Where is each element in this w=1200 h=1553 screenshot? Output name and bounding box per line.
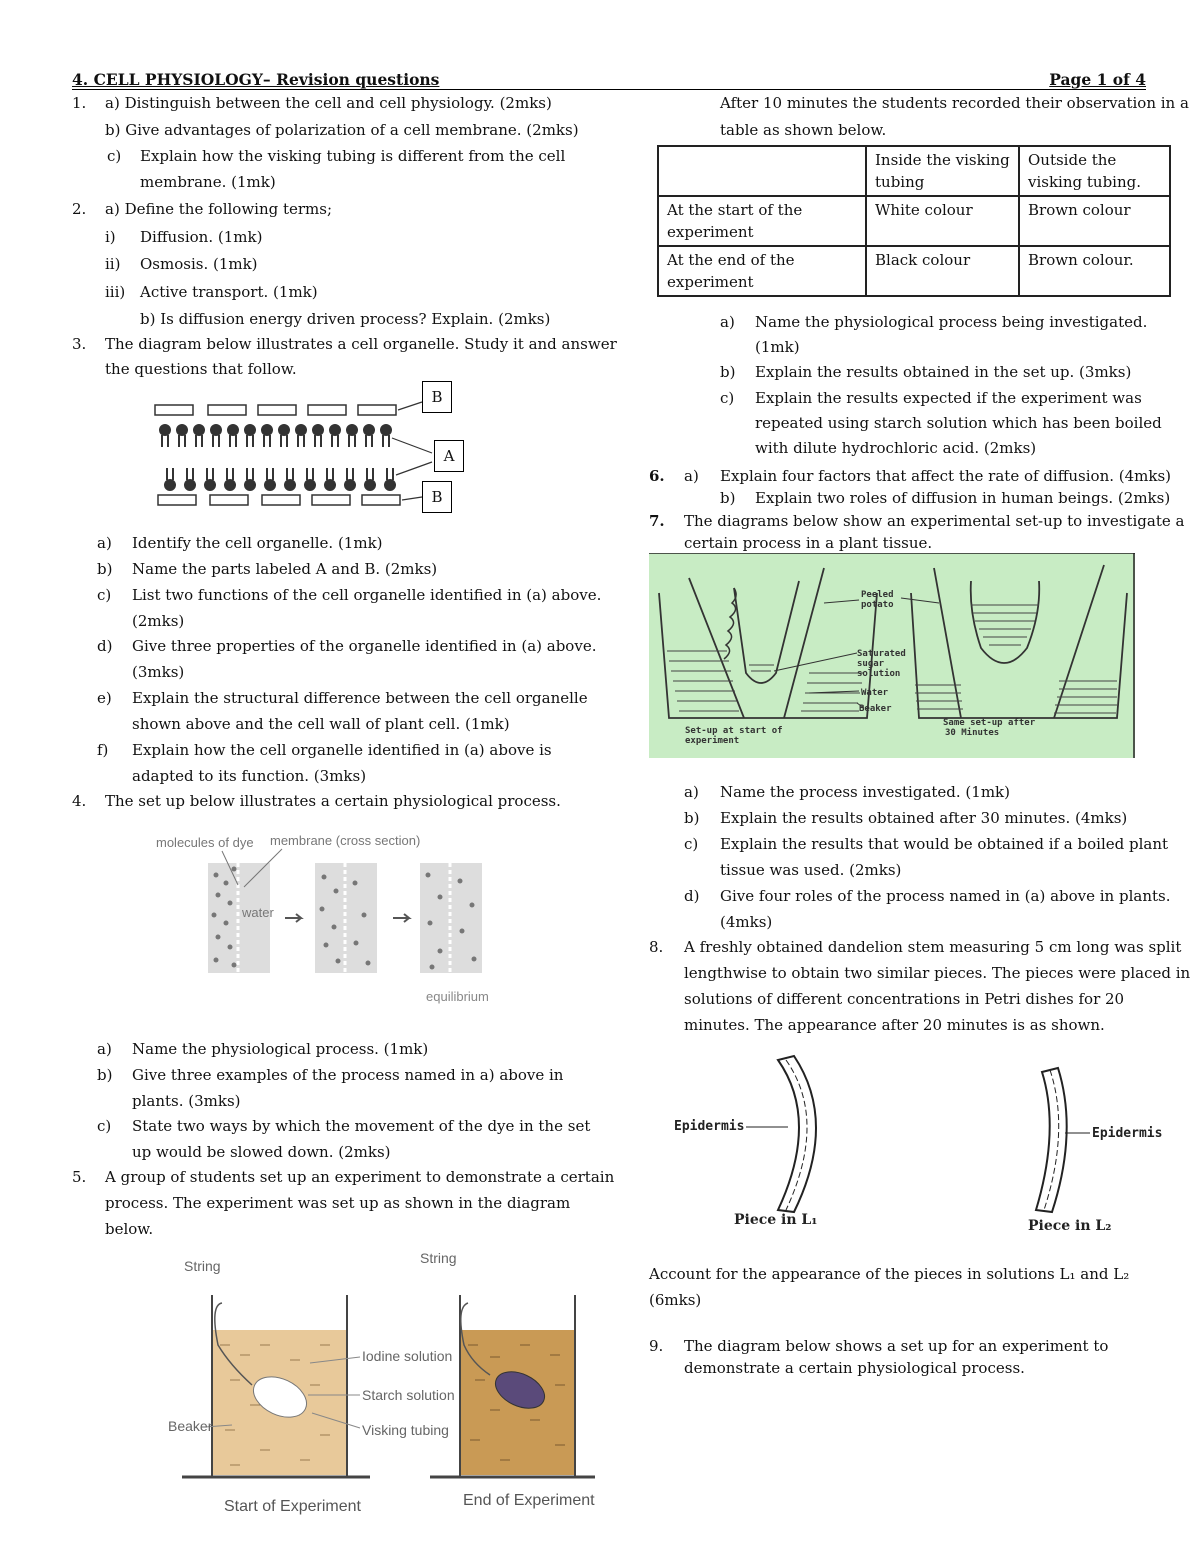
q2-a: a) Define the following terms; [105, 200, 333, 218]
fig7-start1: Set-up at start of [685, 726, 783, 736]
part-label: e) [97, 689, 112, 707]
fig8-piece2: Piece in L₂ [1028, 1218, 1112, 1234]
part-text: tissue was used. (2mks) [720, 861, 902, 879]
q1-c-line2: membrane. (1mk) [140, 173, 276, 191]
part-text: up would be slowed down. (2mks) [132, 1143, 391, 1161]
table-header-cell [658, 146, 866, 196]
q9-stem-line2: demonstrate a certain physiological process. [684, 1359, 1025, 1377]
fig5-iodine: Iodine solution [362, 1348, 453, 1364]
q1-b: b) Give advantages of polarization of a cell membrane. (2mks) [105, 121, 579, 139]
part-text: (4mks) [720, 913, 773, 931]
q3-stem-line2: the questions that follow. [105, 360, 297, 378]
part-label: c) [720, 389, 735, 407]
label-b-top: B [422, 381, 452, 413]
part-label: c) [684, 835, 699, 853]
table-cell: At the start of the experiment [658, 196, 866, 246]
q6-b-label: b) [720, 489, 736, 507]
q8-stem-line4: minutes. The appearance after 20 minutes is as shown. [684, 1016, 1105, 1034]
part-label: b) [97, 1066, 113, 1084]
q6-a: Explain four factors that affect the rate of diffusion. (4mks) [720, 467, 1172, 485]
q9-stem-line1: The diagram below shows a set up for an experiment to [684, 1337, 1109, 1355]
part-text: (2mks) [132, 612, 185, 630]
q8-account-line2: (6mks) [649, 1291, 702, 1309]
part-text: Give three examples of the process named in a) above in [132, 1066, 564, 1084]
part-text: plants. (3mks) [132, 1092, 241, 1110]
fig7-sugar1: Saturated [857, 649, 906, 659]
observation-table [657, 145, 1171, 297]
page-title: 4. CELL PHYSIOLOGY– Revision questions [72, 70, 440, 89]
table-cell: At the end of the experiment [658, 246, 866, 296]
page-header [72, 70, 1146, 90]
part-text: repeated using starch solution which has been boiled [755, 414, 1162, 432]
q4-stem: The set up below illustrates a certain physiological process. [105, 792, 561, 810]
q6-b: Explain two roles of diffusion in human beings. (2mks) [755, 489, 1171, 507]
table-header-row [658, 146, 1170, 196]
fig5-visking: Visking tubing [362, 1422, 449, 1438]
part-label: a) [684, 783, 699, 801]
q2-number: 2. [72, 200, 87, 218]
q8-stem-line3: solutions of different concentrations in Petri dishes for 20 [684, 990, 1125, 1008]
part-text: Identify the cell organelle. (1mk) [132, 534, 383, 552]
fig5-end: End of Experiment [463, 1492, 595, 1509]
part-text: Name the physiological process. (1mk) [132, 1040, 429, 1058]
part-text: Explain the results expected if the experiment was [755, 389, 1142, 407]
part-label: a) [720, 313, 735, 331]
q2-ii-label: ii) [105, 255, 121, 273]
q1-a: a) Distinguish between the cell and cell physiology. (2mks) [105, 94, 552, 112]
label-b-bottom: B [422, 481, 452, 513]
part-text: (3mks) [132, 663, 185, 681]
q5-stem-line2: process. The experiment was set up as shown in the diagram [105, 1194, 571, 1212]
q2-b: b) Is diffusion energy driven process? Explain. (2mks) [140, 310, 551, 328]
diffusion-diagram [150, 825, 500, 1010]
table-cell: Black colour [866, 246, 1019, 296]
fig8-piece1: Piece in L₁ [734, 1212, 818, 1228]
table-cell: Brown colour. [1019, 246, 1170, 296]
fig4-membrane-label: membrane (cross section) [270, 833, 421, 848]
fig8-epidermis2: Epidermis [1092, 1126, 1163, 1141]
q6-number: 6. [649, 467, 665, 485]
part-label: b) [97, 560, 113, 578]
label-a: A [434, 440, 464, 472]
visking-tubing-diagram [160, 1245, 600, 1520]
part-text: State two ways by which the movement of the dye in the set [132, 1117, 591, 1135]
part-label: d) [684, 887, 700, 905]
part-text: Explain the results obtained after 30 minutes. (4mks) [720, 809, 1128, 827]
fig4-dye-label: molecules of dye [156, 835, 254, 850]
osmosis-potato-diagram [649, 553, 1135, 758]
q8-stem-line2: lengthwise to obtain two similar pieces. The pieces were placed in [684, 964, 1191, 982]
fig5-starch: Starch solution [362, 1387, 455, 1403]
q8-stem-line1: A freshly obtained dandelion stem measuring 5 cm long was split [684, 938, 1182, 956]
q1-c-label: c) [107, 147, 122, 165]
part-label: d) [97, 637, 113, 655]
part-label: c) [97, 586, 112, 604]
fig4-equilibrium-label: equilibrium [426, 989, 489, 1004]
q5-stem-line3: below. [105, 1220, 154, 1238]
fig7-potato2: potato [861, 600, 894, 610]
part-label: c) [97, 1117, 112, 1135]
q3-number: 3. [72, 335, 87, 353]
q3-stem-line1: The diagram below illustrates a cell organelle. Study it and answer [105, 335, 617, 353]
dandelion-stem-diagram [670, 1050, 1170, 1240]
q2-i: Diffusion. (1mk) [140, 228, 263, 246]
page-number: Page 1 of 4 [1049, 70, 1146, 89]
part-text: adapted to its function. (3mks) [132, 767, 367, 785]
part-text: Explain the structural difference between the cell organelle [132, 689, 588, 707]
part-label: b) [720, 363, 736, 381]
part-label: a) [97, 1040, 112, 1058]
fig5-string1: String [184, 1258, 221, 1274]
fig7-water: Water [861, 688, 889, 698]
part-text: Name the process investigated. (1mk) [720, 783, 1010, 801]
fig5-string2: String [420, 1250, 457, 1266]
part-text: with dilute hydrochloric acid. (2mks) [755, 439, 1037, 457]
q8-number: 8. [649, 938, 664, 956]
fig7-sugar3: solution [857, 669, 901, 679]
part-text: Explain the results that would be obtained if a boiled plant [720, 835, 1169, 853]
q6-a-label: a) [684, 467, 699, 485]
q7-stem-line2: certain process in a plant tissue. [684, 534, 933, 552]
table-row [658, 246, 1170, 296]
q1-c-line1: Explain how the visking tubing is different from the cell [140, 147, 566, 165]
fig7-sugar2: sugar [857, 659, 885, 669]
q2-i-label: i) [105, 228, 116, 246]
part-text: (1mk) [755, 338, 800, 356]
fig7-potato1: Peeled [861, 590, 894, 600]
q8-account-line1: Account for the appearance of the pieces in solutions L₁ and L₂ [649, 1265, 1130, 1283]
table-cell: White colour [866, 196, 1019, 246]
table-row [658, 196, 1170, 246]
q5-after-line2: table as shown below. [720, 121, 887, 139]
table-header-cell: Inside the visking tubing [866, 146, 1019, 196]
q9-number: 9. [649, 1337, 664, 1355]
part-text: Explain the results obtained in the set up. (3mks) [755, 363, 1132, 381]
part-text: Name the physiological process being investigated. [755, 313, 1148, 331]
q5-stem-line1: A group of students set up an experiment to demonstrate a certain [105, 1168, 615, 1186]
fig4-water-label: water [242, 905, 274, 920]
part-label: b) [684, 809, 700, 827]
part-text: Explain how the cell organelle identified in (a) above is [132, 741, 552, 759]
part-text: List two functions of the cell organelle identified in (a) above. [132, 586, 602, 604]
fig5-beaker: Beaker [168, 1418, 213, 1434]
part-label: a) [97, 534, 112, 552]
fig7-after2: 30 Minutes [945, 728, 1000, 738]
table-header-cell: Outside the visking tubing. [1019, 146, 1170, 196]
fig7-start2: experiment [685, 736, 740, 746]
q4-number: 4. [72, 792, 87, 810]
q2-iii-label: iii) [105, 283, 126, 301]
fig7-after1: Same set-up after [943, 718, 1036, 728]
part-text: Give four roles of the process named in (a) above in plants. [720, 887, 1171, 905]
fig8-epidermis1: Epidermis [674, 1119, 745, 1134]
q5-number: 5. [72, 1168, 87, 1186]
q2-iii: Active transport. (1mk) [140, 283, 318, 301]
part-text: Name the parts labeled A and B. (2mks) [132, 560, 438, 578]
q1-number: 1. [72, 94, 87, 112]
part-label: f) [97, 741, 109, 759]
q2-ii: Osmosis. (1mk) [140, 255, 258, 273]
table-cell: Brown colour [1019, 196, 1170, 246]
fig7-beaker: Beaker [859, 704, 892, 714]
q7-number: 7. [649, 512, 665, 530]
fig5-start: Start of Experiment [224, 1498, 361, 1515]
q5-after-line1: After 10 minutes the students recorded their observation in a [720, 94, 1189, 112]
part-text: Give three properties of the organelle identified in (a) above. [132, 637, 597, 655]
q7-stem-line1: The diagrams below show an experimental set-up to investigate a [684, 512, 1185, 530]
part-text: shown above and the cell wall of plant cell. (1mk) [132, 715, 510, 733]
